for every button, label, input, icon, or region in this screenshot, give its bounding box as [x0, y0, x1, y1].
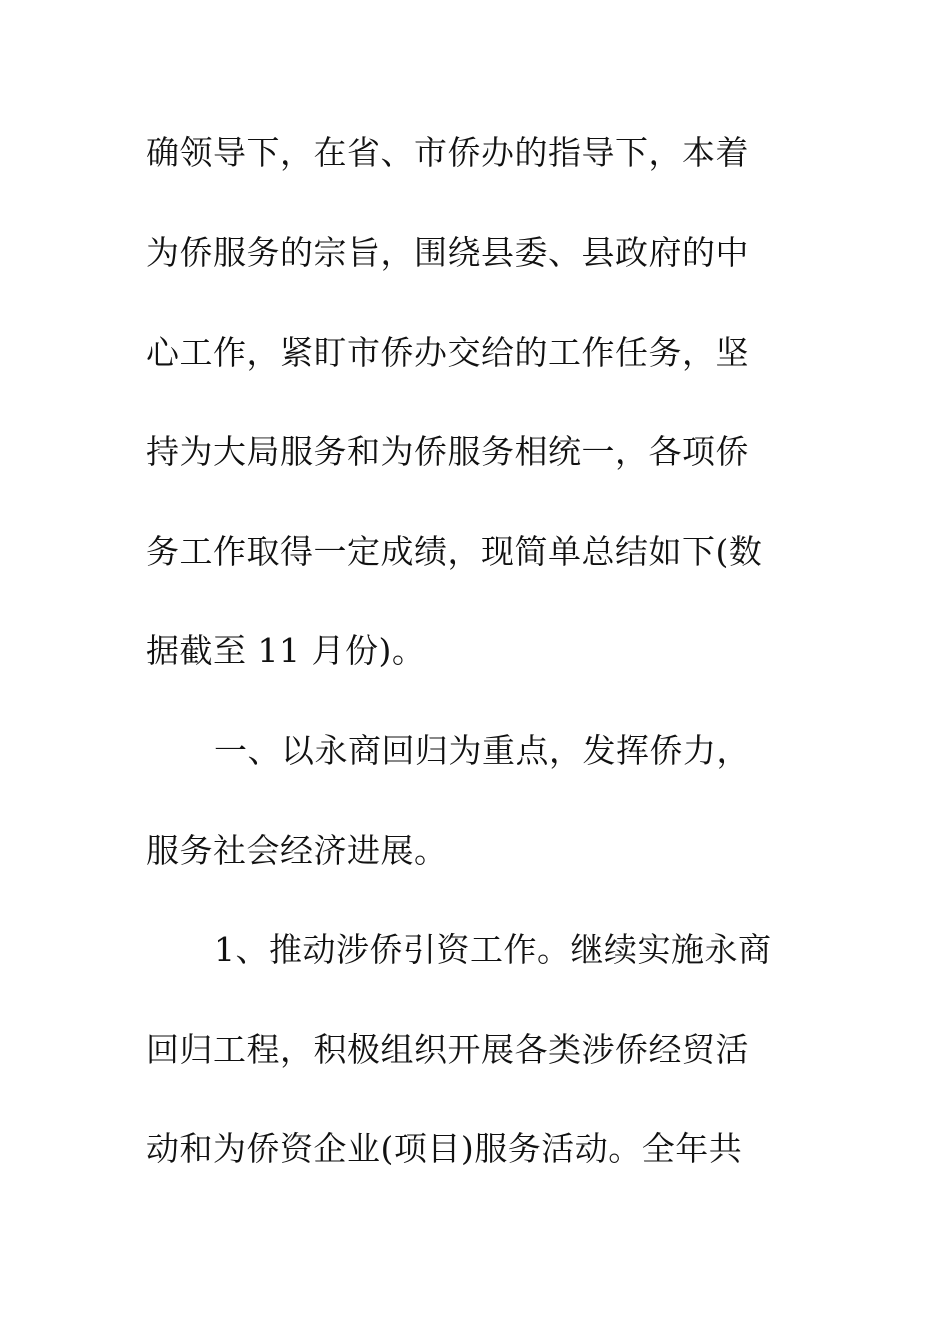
- body-text-line: 心工作，紧盯市侨办交给的工作任务，坚: [146, 333, 749, 372]
- body-text-line: 务工作取得一定成绩，现简单总结如下(数: [146, 532, 763, 571]
- body-text-line: 动和为侨资企业(项目)服务活动。全年共: [146, 1129, 743, 1168]
- section-heading-line: 一、以永商回归为重点，发挥侨力，: [214, 731, 750, 770]
- subsection-line: 1、推动涉侨引资工作。继续实施永商: [214, 930, 772, 969]
- body-text-line: 回归工程，积极组织开展各类涉侨经贸活: [146, 1030, 749, 1069]
- body-text-line: 为侨服务的宗旨，围绕县委、县政府的中: [146, 233, 749, 272]
- body-text-line: 持为大局服务和为侨服务相统一，各项侨: [146, 432, 749, 471]
- body-text-line: 确领导下，在省、市侨办的指导下，本着: [146, 133, 749, 172]
- section-heading-line: 服务社会经济进展。: [146, 831, 448, 870]
- body-text-line: 据截至 11 月份)。: [146, 631, 426, 670]
